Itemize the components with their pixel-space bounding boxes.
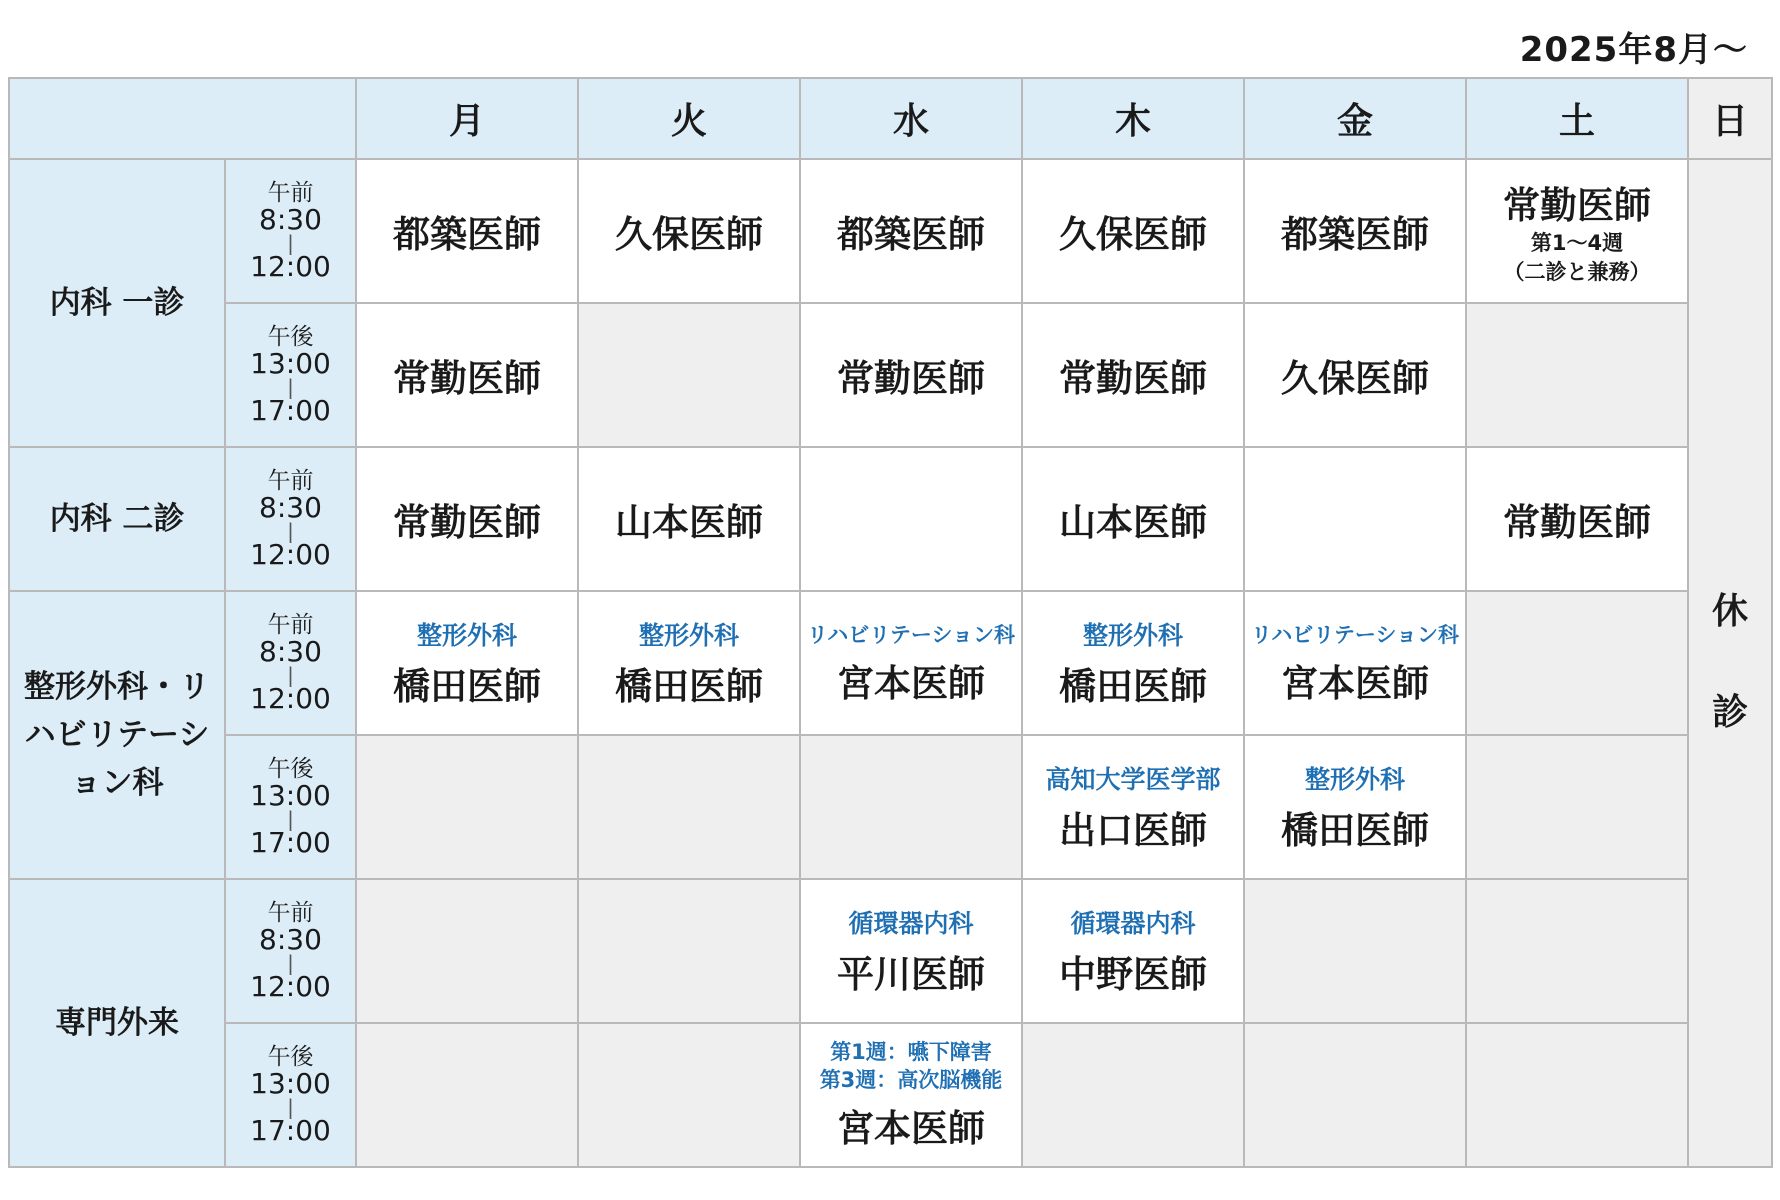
doctor-name: 常勤医師 xyxy=(1059,357,1207,400)
schedule-cell-empty xyxy=(800,735,1022,879)
day-header-mon: 月 xyxy=(356,78,578,159)
specialty-label: 第1週：嚥下障害 xyxy=(830,1039,992,1064)
time-am xyxy=(225,591,356,735)
schedule-cell xyxy=(578,591,800,735)
specialty-label: 整形外科 xyxy=(1304,765,1405,794)
specialty-label: リハビリテーション科 xyxy=(1250,623,1460,647)
schedule-cell xyxy=(356,447,578,591)
doctor-name: 都築医師 xyxy=(1281,213,1429,256)
schedule-cell-empty xyxy=(578,879,800,1023)
schedule-cell xyxy=(800,879,1022,1023)
time-separator: | xyxy=(287,807,294,832)
time-separator: | xyxy=(287,1095,294,1120)
doctor-name: 宮本医師 xyxy=(837,662,985,705)
schedule-cell-empty xyxy=(1466,303,1688,447)
closed-label-1: 休 xyxy=(1711,591,1748,633)
schedule-cell xyxy=(1466,447,1688,591)
specialty-label: 整形外科 xyxy=(1082,621,1183,650)
schedule-cell-empty xyxy=(1466,879,1688,1023)
time-am xyxy=(225,879,356,1023)
doctor-name: 橋田医師 xyxy=(393,665,541,708)
time-end: 17:00 xyxy=(250,1114,331,1148)
time-end: 17:00 xyxy=(250,826,331,860)
doctor-name: 橋田医師 xyxy=(1281,809,1429,852)
doctor-name: 宮本医師 xyxy=(1281,662,1429,705)
time-separator: | xyxy=(287,231,294,256)
time-start: 13:00 xyxy=(250,1066,331,1100)
schedule-cell-empty xyxy=(1244,879,1466,1023)
time-pm xyxy=(225,1023,356,1167)
schedule-cell xyxy=(1022,159,1244,303)
doctor-name: 中野医師 xyxy=(1059,953,1207,996)
time-end: 12:00 xyxy=(250,682,331,716)
time-start: 13:00 xyxy=(250,346,331,380)
doctor-name: 都築医師 xyxy=(837,213,985,256)
schedule-cell xyxy=(800,303,1022,447)
header-row xyxy=(9,78,1772,159)
doctor-name: 久保医師 xyxy=(1281,357,1429,400)
schedule-note: 第1〜4週 xyxy=(1530,230,1624,255)
time-period: 午前 xyxy=(267,899,314,926)
schedule-cell xyxy=(800,591,1022,735)
day-header-sat: 土 xyxy=(1466,78,1688,159)
doctor-name: 宮本医師 xyxy=(837,1107,985,1151)
doctor-name: 出口医師 xyxy=(1059,809,1207,852)
schedule-cell xyxy=(1022,591,1244,735)
time-start: 8:30 xyxy=(259,922,322,956)
table-row xyxy=(9,303,1772,447)
time-period: 午後 xyxy=(267,323,314,350)
schedule-cell xyxy=(1022,735,1244,879)
doctor-name: 常勤医師 xyxy=(1503,183,1651,227)
table-row xyxy=(9,447,1772,591)
schedule-cell-blank xyxy=(800,447,1022,591)
time-separator: | xyxy=(287,519,294,544)
table-row xyxy=(9,159,1772,303)
day-header-tue: 火 xyxy=(578,78,800,159)
time-pm xyxy=(225,735,356,879)
specialty-label: 高知大学医学部 xyxy=(1045,765,1221,794)
schedule-cell-empty xyxy=(1244,1023,1466,1167)
time-start: 8:30 xyxy=(259,634,322,668)
schedule-cell xyxy=(578,159,800,303)
schedule-cell xyxy=(356,303,578,447)
dept-naika-1: 内科 一診 xyxy=(9,159,225,447)
table-row xyxy=(9,735,1772,879)
doctor-name: 山本医師 xyxy=(615,501,763,544)
schedule-cell-empty xyxy=(1022,1023,1244,1167)
doctor-name: 常勤医師 xyxy=(393,357,541,400)
schedule-cell-empty xyxy=(578,1023,800,1167)
time-period: 午後 xyxy=(267,755,314,782)
doctor-name: 橋田医師 xyxy=(1059,665,1207,708)
table-row xyxy=(9,591,1772,735)
day-header-sun: 日 xyxy=(1688,78,1772,159)
schedule-cell xyxy=(1244,735,1466,879)
schedule-cell xyxy=(1244,303,1466,447)
time-separator: | xyxy=(287,375,294,400)
day-header-wed: 水 xyxy=(800,78,1022,159)
doctor-name: 常勤医師 xyxy=(1503,501,1651,544)
schedule-cell xyxy=(1466,159,1688,303)
time-am xyxy=(225,447,356,591)
specialty-label: 循環器内科 xyxy=(1070,909,1196,938)
time-start: 8:30 xyxy=(259,202,322,236)
schedule-cell xyxy=(1022,879,1244,1023)
schedule-cell xyxy=(800,159,1022,303)
table-row xyxy=(9,879,1772,1023)
schedule-cell xyxy=(1244,159,1466,303)
time-separator: | xyxy=(287,663,294,688)
dept-naika-2: 内科 二診 xyxy=(9,447,225,591)
schedule-cell-blank xyxy=(1244,447,1466,591)
dept-seikei-rehab: 整形外科・リハビリテーション科 xyxy=(9,591,225,879)
time-start: 8:30 xyxy=(259,490,322,524)
doctor-name: 平川医師 xyxy=(837,953,985,996)
specialty-label: 整形外科 xyxy=(416,621,517,650)
time-period: 午前 xyxy=(267,179,314,206)
doctor-name: 都築医師 xyxy=(393,213,541,256)
specialty-label: 第3週：高次脳機能 xyxy=(819,1068,1003,1092)
schedule-cell xyxy=(1022,303,1244,447)
specialty-label: リハビリテーション科 xyxy=(806,623,1016,647)
doctor-name: 山本医師 xyxy=(1059,501,1207,544)
schedule-cell xyxy=(800,1023,1022,1167)
header-corner xyxy=(9,78,356,159)
schedule-date-label: 2025年8月〜 xyxy=(1519,30,1748,70)
schedule-cell xyxy=(578,447,800,591)
schedule-cell xyxy=(1244,591,1466,735)
schedule-cell-empty xyxy=(356,735,578,879)
specialty-label: 整形外科 xyxy=(638,621,739,650)
schedule-cell-empty xyxy=(578,303,800,447)
outpatient-schedule-table xyxy=(8,77,1773,1168)
day-header-thu: 木 xyxy=(1022,78,1244,159)
doctor-name: 常勤医師 xyxy=(837,357,985,400)
schedule-cell xyxy=(1022,447,1244,591)
doctor-name: 久保医師 xyxy=(1059,213,1207,256)
time-separator: | xyxy=(287,951,294,976)
time-am xyxy=(225,159,356,303)
day-header-fri: 金 xyxy=(1244,78,1466,159)
schedule-cell-empty xyxy=(1466,735,1688,879)
time-period: 午前 xyxy=(267,467,314,494)
specialty-label: 循環器内科 xyxy=(848,909,974,938)
closed-label-2: 診 xyxy=(1711,692,1748,733)
time-end: 12:00 xyxy=(250,538,331,572)
table-row xyxy=(9,1023,1772,1167)
sunday-closed xyxy=(1688,159,1772,1167)
schedule-cell-empty xyxy=(356,1023,578,1167)
doctor-name: 橋田医師 xyxy=(615,665,763,708)
dept-senmon: 専門外来 xyxy=(9,879,225,1167)
schedule-cell-empty xyxy=(1466,591,1688,735)
schedule-cell-empty xyxy=(578,735,800,879)
time-period: 午後 xyxy=(267,1043,314,1070)
schedule-cell xyxy=(356,591,578,735)
schedule-cell xyxy=(356,159,578,303)
time-pm xyxy=(225,303,356,447)
doctor-name: 常勤医師 xyxy=(393,501,541,544)
doctor-name: 久保医師 xyxy=(615,213,763,256)
schedule-note: （二診と兼務） xyxy=(1503,260,1651,284)
time-end: 12:00 xyxy=(250,250,331,284)
time-end: 17:00 xyxy=(250,394,331,428)
time-end: 12:00 xyxy=(250,970,331,1004)
time-start: 13:00 xyxy=(250,778,331,812)
schedule-cell-empty xyxy=(356,879,578,1023)
schedule-cell-empty xyxy=(1466,1023,1688,1167)
time-period: 午前 xyxy=(267,611,314,638)
